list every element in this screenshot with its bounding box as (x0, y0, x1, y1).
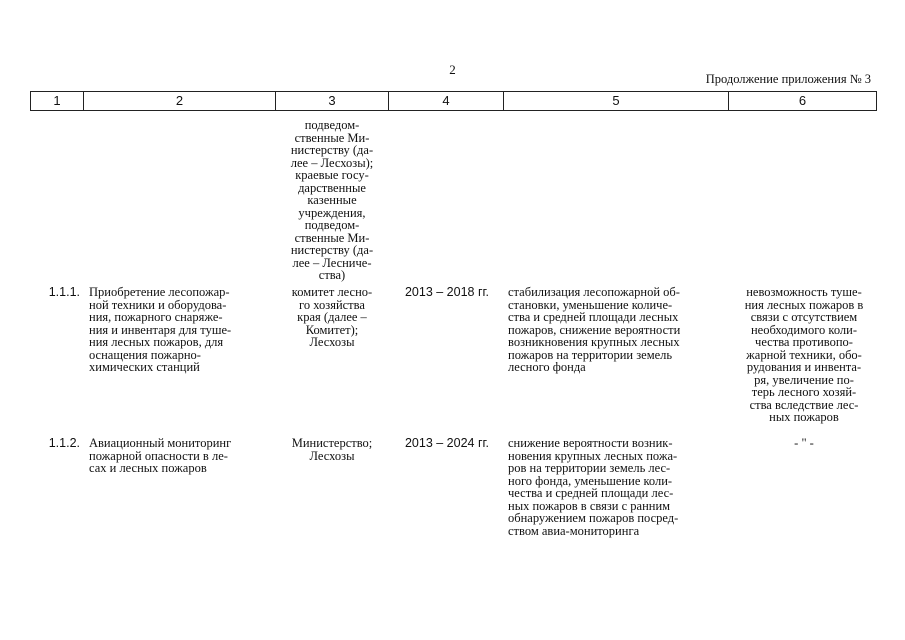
text-line: Лесхозы (309, 448, 355, 463)
text-line: ря, увеличение по- (754, 372, 854, 387)
carryover-line: подведом- (304, 118, 360, 132)
text-line: жарной техники, обо- (746, 347, 862, 362)
text-line: ством авиа-мониторинга (508, 523, 640, 538)
table-header (30, 91, 877, 110)
text-line: ных пожаров (769, 410, 839, 424)
carryover-line: лее – Лесниче- (292, 255, 372, 270)
carryover-line: краевые госу- (295, 168, 369, 182)
text-line: лесного фонда (508, 360, 586, 374)
text-line: ния лесных пожаров в (744, 297, 864, 312)
text-line: терь лесного хозяй- (751, 385, 857, 399)
text-line: возникновения крупных лесных (508, 335, 680, 349)
text-line: становки, уменьшение количе- (508, 297, 673, 312)
row-consequences (734, 286, 874, 424)
carryover-line: дарственные (298, 180, 366, 195)
text-line: го хозяйства (299, 297, 365, 312)
row-result (508, 437, 730, 537)
carryover-line: ственные Ми- (294, 130, 370, 145)
text-line: Приобретение лесопожар- (89, 285, 230, 299)
text-line: чества и средней площади лес- (508, 486, 674, 500)
text-line: рудования и инвента- (746, 360, 862, 374)
text-line: необходимого коли- (750, 322, 858, 337)
row-number: 1.1.1. (48, 285, 80, 299)
carryover-line: ственные Ми- (294, 230, 370, 245)
row-number: 1.1.2. (48, 436, 80, 450)
text-line: Авиационный мониторинг (89, 436, 232, 450)
text-line: стабилизация лесопожарной об- (508, 285, 680, 299)
row-activity (89, 286, 269, 374)
text-line: снижение вероятности возник- (508, 436, 673, 450)
carryover-col3 (276, 119, 388, 282)
row-result (508, 286, 730, 374)
text-line: оснащения пожарно- (89, 347, 201, 362)
carryover-line: нистерству (да- (290, 143, 374, 157)
page-number: 2 (449, 62, 456, 77)
text-line: пожаров, снижение вероятности (508, 322, 681, 337)
text-line: - " - (794, 436, 814, 450)
header-col-3: 3 (275, 91, 388, 111)
carryover-line: лее – Лесхозы); (290, 155, 374, 170)
text-line: химических станций (89, 360, 200, 374)
row-activity (89, 437, 269, 475)
header-col-1: 1 (30, 91, 83, 111)
text-line: края (далее – (297, 310, 367, 324)
text-line: пожаров на территории земель (508, 347, 673, 362)
text-line: чества противопо- (755, 335, 853, 349)
text-line: ной техники и оборудова- (89, 297, 227, 312)
text-line: новения крупных лесных пожа- (508, 448, 678, 463)
row-period: 2013 – 2024 гг. (404, 436, 490, 450)
text-line: ства и средней площади лесных (508, 310, 679, 324)
carryover-line: казенные (307, 193, 357, 207)
text-line: Комитет); (305, 322, 359, 337)
carryover-line: нистерству (да- (290, 243, 374, 257)
text-line: пожарной опасности в ле- (89, 448, 228, 463)
text-line: комитет лесно- (291, 285, 373, 299)
text-line: ния, пожарного снаряже- (89, 310, 223, 324)
text-line: ного фонда, уменьшение коли- (508, 473, 673, 488)
row-executor (276, 437, 388, 462)
header-col-4: 4 (388, 91, 503, 111)
text-line: ства вследствие лес- (749, 397, 859, 412)
text-line: обнаружением пожаров посред- (508, 511, 679, 525)
carryover-line: подведом- (304, 218, 360, 232)
continuation-label: Продолжение приложения № 3 (705, 72, 871, 86)
text-line: невозможность туше- (746, 285, 862, 299)
text-line: Министерство; (291, 436, 373, 450)
text-line: ных пожаров в связи с ранним (508, 498, 671, 513)
text-line: ров на территории земель лес- (508, 461, 671, 475)
carryover-line: ства) (318, 268, 346, 282)
row-period: 2013 – 2018 гг. (404, 285, 490, 299)
text-line: сах и лесных пожаров (89, 461, 207, 475)
header-col-6: 6 (728, 91, 877, 111)
text-line: ния и инвентаря для туше- (89, 322, 232, 337)
text-line: Лесхозы (309, 335, 355, 349)
row-executor (276, 286, 388, 349)
header-col-2: 2 (83, 91, 275, 111)
text-line: связи с отсутствием (750, 310, 858, 324)
carryover-line: учреждения, (298, 205, 366, 220)
row-consequences (734, 437, 874, 450)
header-col-5: 5 (503, 91, 728, 111)
text-line: ния лесных пожаров, для (89, 335, 224, 349)
